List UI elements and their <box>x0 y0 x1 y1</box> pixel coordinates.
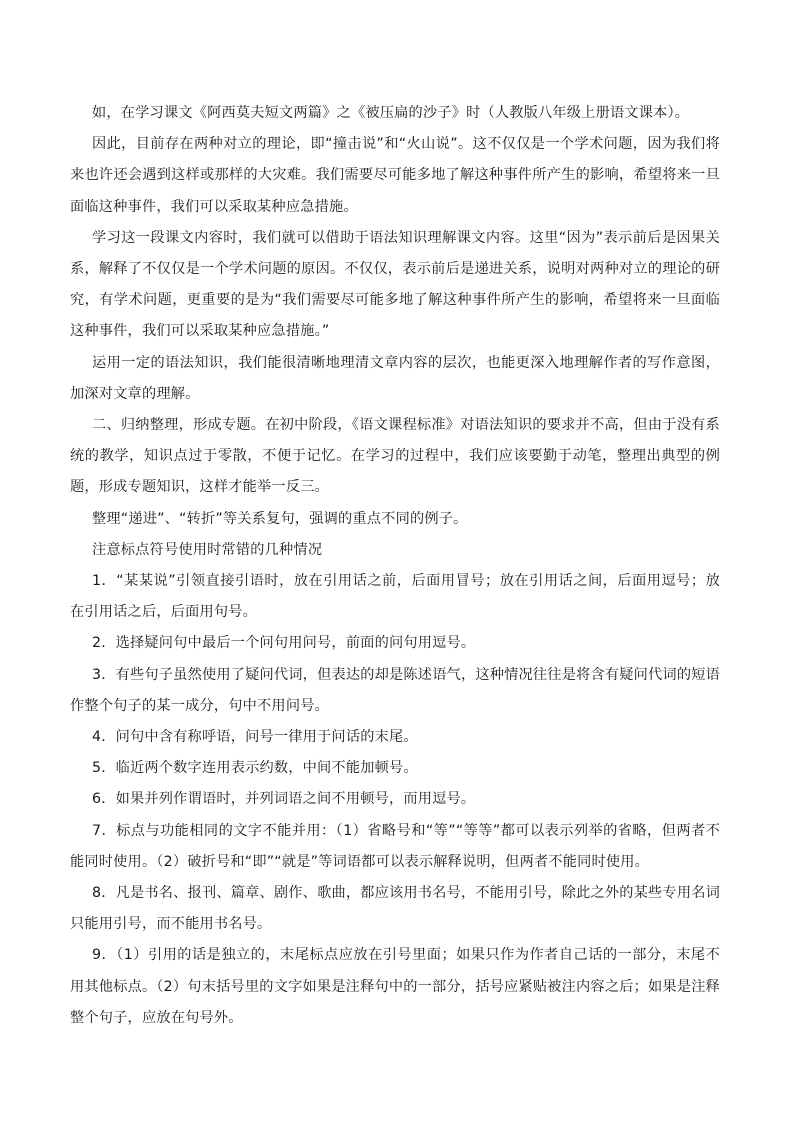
document-body <box>70 98 720 1034</box>
list-item-1: 1．“某某说”引领直接引语时，放在引用话之前，后面用冒号；放在引用话之间，后面用逗号；放在引用话之后，后面用句号。 <box>70 573 720 621</box>
list-item-8: 8．凡是书名、报刊、篇章、剧作、歌曲，都应该用书名号，不能用引号，除此之外的某些专用名词只能用引号，而不能用书名号。 <box>70 885 720 933</box>
paragraph-quote: 因此，目前存在两种对立的理论，即“撞击说”和“火山说”。这不仅仅是一个学术问题，因为我们将来也许还会遇到这样或那样的大灾难。我们需要尽可能多地了解这种事件所产生的影响，希望将来一旦面临这种事件，我们可以采取某种应急措施。 <box>70 136 720 215</box>
paragraph-summary: 运用一定的语法知识，我们能很清晰地理清文章内容的层次，也能更深入地理解作者的写作意图，加深对文章的理解。 <box>70 354 720 402</box>
list-item-3: 3．有些句子虽然使用了疑问代词，但表达的却是陈述语气，这种情况往往是将含有疑问代词的短语作整个句子的某一成分，句中不用问号。 <box>70 666 720 714</box>
paragraph-section-two: 二、归纳整理，形成专题。在初中阶段，《语文课程标准》对语法知识的要求并不高，但由于没有系统的教学，知识点过于零散，不便于记忆。在学习的过程中，我们应该要勤于动笔，整理出典型的例题，形成专题知识，这样才能举一反三。 <box>70 417 720 496</box>
list-item-6: 6．如果并列作谓语时，并列词语之间不用顿号，而用逗号。 <box>92 791 476 808</box>
list-item-7: 7．标点与功能相同的文字不能并用：（1）省略号和“等”“等等”都可以表示列举的省略，但两者不能同时使用。（2）破折号和“即”“就是”等词语都可以表示解释说明，但两者不能同时使用。 <box>70 822 720 870</box>
section-heading-punctuation: 注意标点符号使用时常错的几种情况 <box>92 541 323 558</box>
list-item-4: 4．问句中含有称呼语，问号一律用于问话的末尾。 <box>92 729 418 746</box>
list-item-2: 2．选择疑问句中最后一个问句用问号，前面的问句用逗号。 <box>92 635 476 652</box>
list-item-9: 9．（1）引用的话是独立的，末尾标点应放在引号里面；如果只作为作者自己话的一部分，末尾不用其他标点。（2）句末括号里的文字如果是注释句中的一部分，括号应紧贴被注内容之后；如果是注释整个句子，应放在句号外。 <box>70 947 720 1026</box>
paragraph-analysis: 学习这一段课文内容时，我们就可以借助于语法知识理解课文内容。这里“因为”表示前后是因果关系，解释了不仅仅是一个学术问题的原因。不仅仅，表示前后是递进关系，说明对两种对立的理论的研究，有学术问题，更重要的是为“我们需要尽可能多地了解这种事件所产生的影响，希望将来一旦面临这种事件，我们可以采取某种应急措施。” <box>70 229 720 340</box>
paragraph-intro: 如，在学习课文《阿西莫夫短文两篇》之《被压扁的沙子》时（人教版八年级上册语文课本）。 <box>92 105 690 121</box>
paragraph-organize: 整理“递进”、“转折”等关系复句，强调的重点不同的例子。 <box>92 510 468 527</box>
list-item-5: 5．临近两个数字连用表示约数，中间不能加顿号。 <box>92 760 418 777</box>
